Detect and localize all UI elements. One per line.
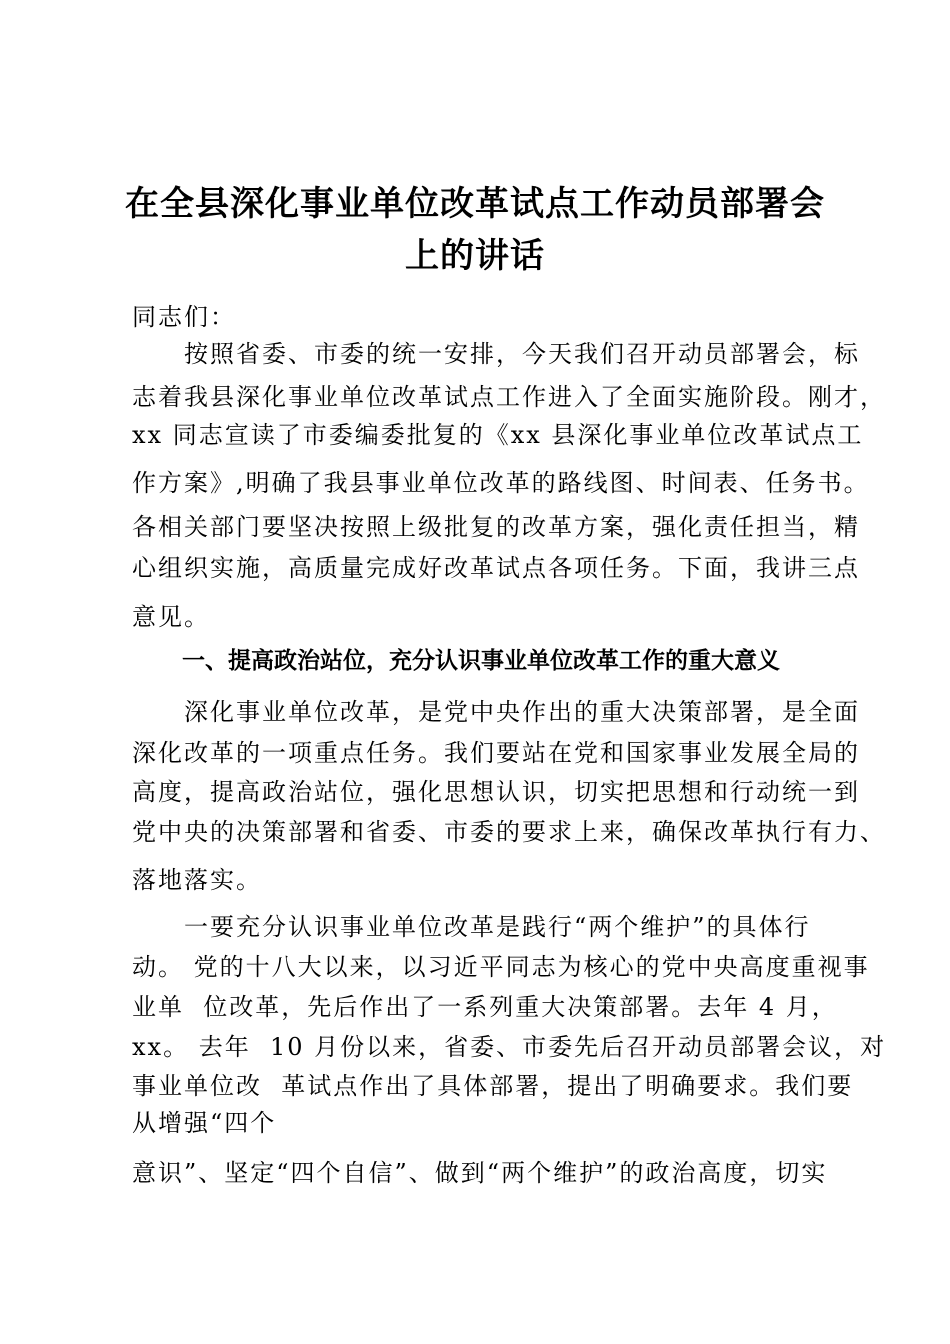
section-1-line: 深化改革的一项重点任务。我们要站在党和国家事业发展全局的 [132, 739, 860, 767]
intro-line: 各相关部门要坚决按照上级批复的改革方案，强化责任担当，精 [132, 513, 860, 541]
section-1-para2-line: 动。 党的十八大以来，以习近平同志为核心的党中央高度重视事 [132, 953, 870, 981]
section-1-line: 高度，提高政治站位，强化思想认识，切实把思想和行动统一到 [132, 778, 860, 806]
title-line-1: 在全县深化事业单位改革试点工作动员部署会 [125, 184, 825, 224]
section-1-line: 党中央的决策部署和省委、市委的要求上来，确保改革执行有力、 [132, 818, 886, 846]
section-1-para2-line: 意识”、坚定“四个自信”、做到“两个维护”的政治高度，切实 [132, 1159, 828, 1187]
intro-line: 意见。 [132, 603, 210, 631]
intro-line: 志着我县深化事业单位改革试点工作进入了全面实施阶段。刚才， [132, 383, 886, 411]
section-1-para2-line: 从增强“四个 [132, 1109, 277, 1137]
section-1-para2-line: 事业单位改 革试点作出了具体部署，提出了明确要求。我们要 [132, 1072, 854, 1100]
greeting: 同志们： [132, 303, 236, 331]
section-1-para2-line: 业单 位改革，先后作出了一系列重大决策部署。去年 4 月， [132, 993, 838, 1021]
section-1-heading: 一、提高政治站位，充分认识事业单位改革工作的重大意义 [182, 648, 780, 674]
section-1-para2-line: xx。 去年 10 月份以来，省委、市委先后召开动员部署会议，对 [132, 1033, 887, 1061]
document-title [100, 178, 850, 282]
intro-line: 作方案》,明确了我县事业单位改革的路线图、时间表、任务书。 [132, 469, 870, 497]
title-line-2: 上的讲话 [405, 236, 545, 276]
intro-line: 心组织实施，高质量完成好改革试点各项任务。下面，我讲三点 [132, 554, 860, 582]
intro-line: xx 同志宣读了市委编委批复的《xx 县深化事业单位改革试点工 [132, 421, 864, 449]
section-1-line: 落地落实。 [132, 866, 262, 894]
section-1-para2-line: 一要充分认识事业单位改革是践行“两个维护”的具体行 [132, 913, 811, 941]
intro-line: 按照省委、市委的统一安排，今天我们召开动员部署会，标 [132, 340, 860, 368]
section-1-line: 深化事业单位改革，是党中央作出的重大决策部署，是全面 [132, 698, 860, 726]
